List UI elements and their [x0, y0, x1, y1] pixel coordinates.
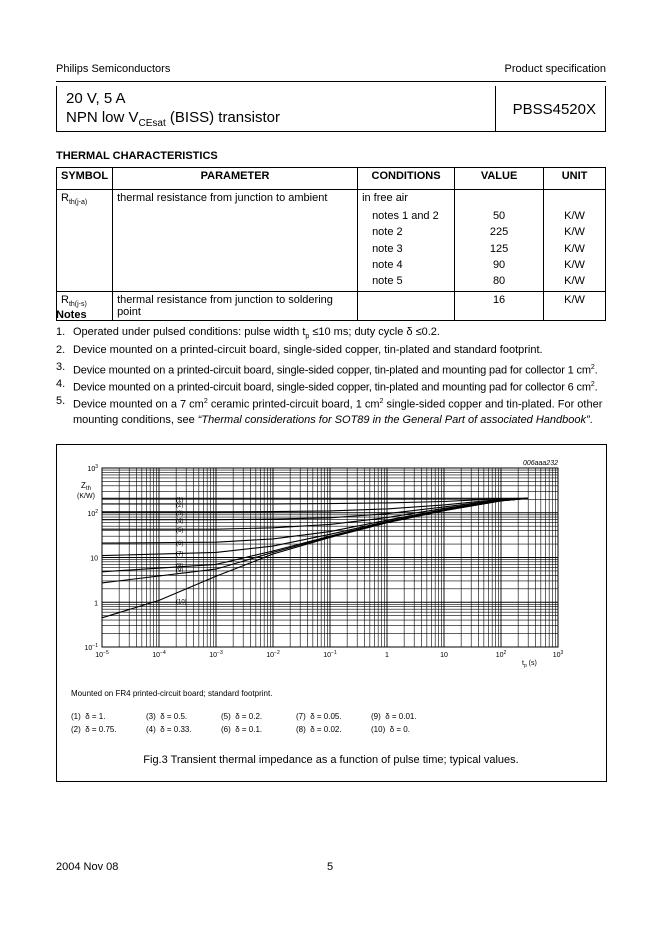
part-number: PBSS4520X [512, 101, 596, 118]
curve-label: (9) [176, 568, 184, 575]
y-axis-label: $Z_{th}$ [81, 481, 91, 492]
col-symbol: SYMBOL [57, 168, 113, 190]
series-line-8 [102, 498, 528, 575]
curve-label: (6) [176, 541, 184, 548]
curve-label: (10) [176, 599, 187, 606]
note-4: 4. Device mounted on a printed-circuit board, single-sided copper, tin-plated and mounting pad for collector 6 $cm^2$. [56, 378, 598, 394]
curve-label: (7) [176, 551, 184, 558]
note-3: 3. Device mounted on a printed-circuit board, single-sided copper, tin-plated and mounting pad for collector 1 $cm^2$. [56, 361, 598, 377]
legend-item: (7) δ = 0.05. [296, 712, 342, 721]
section-title: THERMAL CHARACTERISTICS [56, 150, 218, 162]
note-2: 2. Device mounted on a printed-circuit board, single-sided copper, tin-plated and standard footprint. [56, 344, 543, 356]
legend-item: (1) δ = 1. [71, 712, 106, 721]
x-tick-label: $10^2$ [495, 650, 507, 659]
series-line-10 [102, 498, 528, 618]
y-tick-label: $10^3$ [87, 464, 98, 473]
unit-cell: K/W K/W K/W K/W K/W [544, 190, 606, 292]
unit-cell: K/W [544, 292, 606, 321]
chart-curves [102, 498, 528, 618]
table-header-row [57, 168, 606, 190]
title-line1: 20 V, 5 A [66, 90, 126, 107]
header-rule [56, 81, 606, 82]
y-tick-label: 1 [94, 600, 98, 608]
x-tick-label: $10^{-4}$ [152, 650, 166, 659]
legend-item: (8) δ = 0.02. [296, 725, 342, 734]
x-tick-label: 1 [385, 652, 389, 659]
parameter-cell: thermal resistance from junction to soldering point [113, 292, 358, 321]
curve-label: (5) [176, 528, 184, 535]
col-value: VALUE [455, 168, 544, 190]
y-tick-label: 10 [90, 555, 98, 563]
value-cell: 16 [455, 292, 544, 321]
figure-caption: Fig.3 Transient thermal impedance as a function of pulse time; typical values. [143, 754, 519, 766]
note-1: 1. Operated under pulsed conditions: pulse width $t_p \le 10$ ms; duty cycle δ ≤0.2. [56, 326, 440, 341]
legend-item: (10) δ = 0. [371, 725, 410, 734]
conditions-cell [358, 292, 455, 321]
x-tick-label: $10^3$ [552, 650, 564, 659]
curve-label: (2) [176, 502, 184, 509]
curve-label: (1) [176, 497, 184, 504]
thermal-table [56, 167, 606, 321]
series-line-4 [102, 498, 528, 519]
table-row [57, 190, 606, 292]
title-line2: NPN low $V_{CEsat}$ (BISS) transistor [66, 109, 280, 129]
curve-label: (8) [176, 563, 184, 570]
symbol-cell: $R_{th(j-s)}$ [57, 292, 113, 321]
legend-item: (5) δ = 0.2. [221, 712, 263, 721]
chart-grid [102, 468, 558, 647]
y-tick-label: $10^{-1}$ [84, 643, 98, 652]
legend-item: (9) δ = 0.01. [371, 712, 417, 721]
legend-item: (2) δ = 0.75. [71, 725, 117, 734]
y-axis-unit: (K/W) [77, 493, 95, 500]
figure-code: 006aaa232 [522, 460, 558, 467]
parameter-cell: thermal resistance from junction to ambient [113, 190, 358, 292]
x-tick-label: $10^{-1}$ [323, 650, 337, 659]
header-doc-type: Product specification [504, 63, 606, 75]
y-tick-label: $10^2$ [87, 508, 98, 518]
legend-item: (6) δ = 0.1. [221, 725, 263, 734]
col-parameter: PARAMETER [113, 168, 358, 190]
footer-date: 2004 Nov 08 [56, 861, 119, 873]
table-row [57, 292, 606, 321]
footer-page: 5 [327, 861, 334, 873]
x-tick-label: 10 [440, 652, 448, 659]
col-conditions: CONDITIONS [358, 168, 455, 190]
legend-item: (3) δ = 0.5. [146, 712, 188, 721]
header-company: Philips Semiconductors [56, 63, 171, 75]
conditions-cell: in free air notes 1 and 2 note 2 note 3 note 4 note 5 [358, 190, 455, 292]
col-unit: UNIT [544, 168, 606, 190]
notes-title: Notes [56, 309, 87, 321]
x-tick-label: $10^{-2}$ [266, 650, 280, 659]
x-tick-label: $10^{-5}$ [95, 650, 109, 659]
curve-label: (3) [176, 510, 184, 517]
x-tick-label: $10^{-3}$ [209, 650, 223, 659]
value-cell: 50 225 125 90 80 [455, 190, 544, 292]
curve-label: (4) [176, 518, 184, 525]
legend-item: (4) δ = 0.33. [146, 725, 192, 734]
symbol-cell: $R_{th(j-a)}$ [57, 190, 113, 292]
mounting-note: Mounted on FR4 printed-circuit board; standard footprint. [71, 689, 273, 698]
x-axis-label: $t_p$ (s) [522, 660, 537, 669]
note-5: 5. Device mounted on a 7 $cm^2$ ceramic printed-circuit board, 1 $cm^2$ single-sided copper and tin-plated. For other mounting conditions, see “Thermal considerations for SOT89 in the General Part of associated Handbook”. [56, 395, 603, 426]
